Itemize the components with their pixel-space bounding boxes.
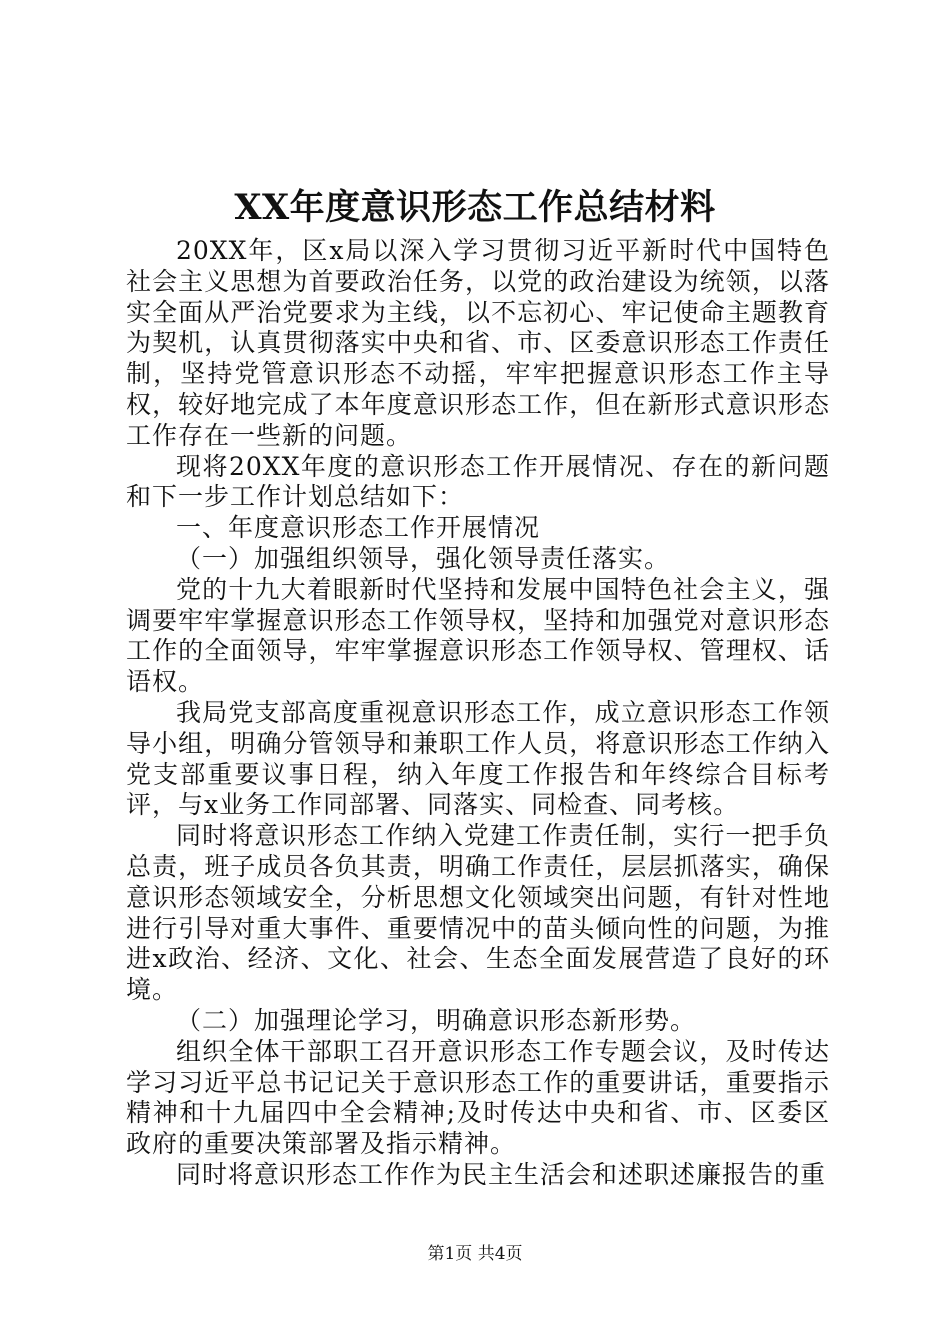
paragraph-party-congress: 党的十九大着眼新时代坚持和发展中国特色社会主义，强调要牢牢掌握意识形态工作领导权，坚持和加强党对意识形态工作的全面领导，牢牢掌握意识形态工作领导权、管理权、话语权。	[126, 574, 830, 697]
paragraph-responsibility: 同时将意识形态工作纳入党建工作责任制，实行一把手负总责，班子成员各负其责，明确工作责任，层层抓落实，确保意识形态领域安全，分析思想文化领域突出问题，有针对性地进行引导对重大事件、重要情况中的苗头倾向性的问题，为推进x政治、经济、文化、社会、生态全面发展营造了良好的环境。	[126, 821, 830, 1005]
document-title: XX年度意识形态工作总结材料	[234, 187, 716, 228]
subsection-heading-1: （一）加强组织领导，强化领导责任落实。	[176, 543, 671, 573]
section-heading-1: 一、年度意识形态工作开展情况	[176, 513, 541, 543]
paragraph-continuation: 同时将意识形态工作作为民主生活会和述职述廉报告的重	[176, 1159, 827, 1189]
paragraph-study: 组织全体干部职工召开意识形态工作专题会议，及时传达学习习近平总书记记关于意识形态工作的重要讲话，重要指示精神和十九届四中全会精神;及时传达中央和省、市、区委区政府的重要决策部署及指示精神。	[126, 1036, 830, 1159]
page-footer: 第1页 共4页	[427, 1244, 523, 1264]
paragraph-intro: 20XX年，区x局以深入学习贯彻习近平新时代中国特色社会主义思想为首要政治任务，以党的政治建设为统领，以落实全面从严治党要求为主线，以不忘初心、牢记使命主题教育为契机，认真贯彻落实中央和省、市、区委意识形态工作责任制，坚持党管意识形态不动摇，牢牢把握意识形态工作主导权，较好地完成了本年度意识形态工作，但在新形式意识形态工作存在一些新的问题。	[126, 236, 830, 450]
paragraph-summary-lead: 现将20XX年度的意识形态工作开展情况、存在的新问题和下一步工作计划总结如下：	[126, 451, 830, 512]
document-body	[126, 236, 830, 1191]
paragraph-party-branch: 我局党支部高度重视意识形态工作，成立意识形态工作领导小组，明确分管领导和兼职工作人员，将意识形态工作纳入党支部重要议事日程，纳入年度工作报告和年终综合目标考评，与x业务工作同部署、同落实、同检查、同考核。	[126, 697, 830, 820]
subsection-heading-2: （二）加强理论学习，明确意识形态新形势。	[176, 1005, 697, 1035]
